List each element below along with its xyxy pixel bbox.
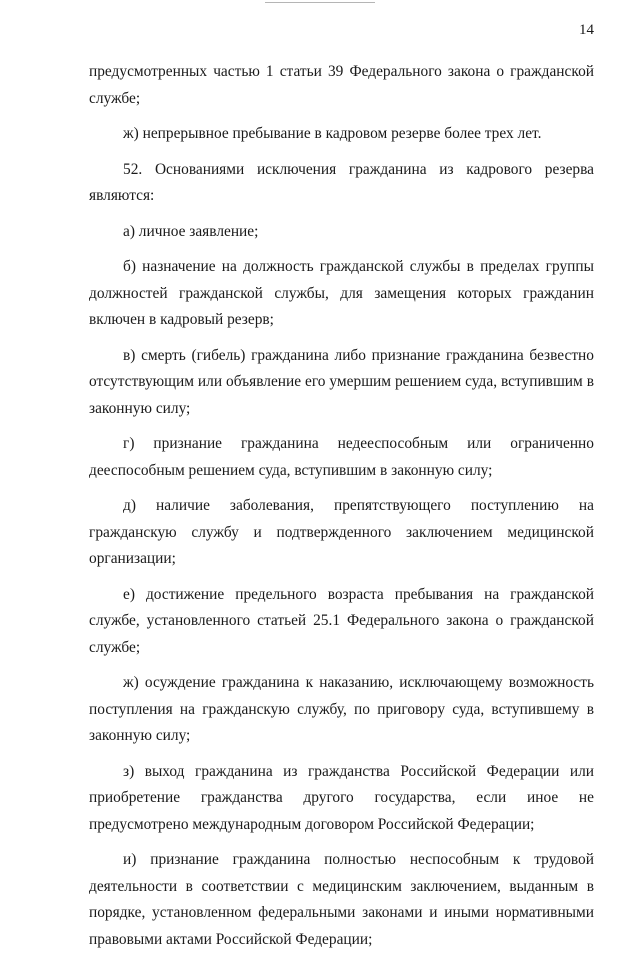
paragraph-item-zh-conviction: ж) осуждение гражданина к наказанию, исключающему возможность поступления на гражданскую службу, по приговору суда, вступившему в законную силу;	[89, 674, 594, 744]
paragraph-item-g: г) признание гражданина недееспособным или ограниченно дееспособным решением суда, вступившим в законную силу;	[89, 435, 594, 479]
top-border-rule	[265, 2, 375, 3]
document-body	[89, 59, 594, 962]
paragraph-item-b: б) назначение на должность гражданской службы в пределах группы должностей гражданской службы, для замещения которых гражданин включен в кадровый резерв;	[89, 258, 594, 328]
paragraph-item-v: в) смерть (гибель) гражданина либо признание гражданина безвестно отсутствующим или объявление его умершим решением суда, вступившим в законную силу;	[89, 346, 594, 417]
paragraph-item-i: и) признание гражданина полностью неспособным к трудовой деятельности в соответствии с медицинским заключением, выданным в порядке, установленном федеральными законами и иными нормативными правовыми актами Российской Федерации;	[89, 851, 594, 948]
paragraph-item-a: а) личное заявление;	[123, 222, 259, 240]
paragraph-item-z: з) выход гражданина из гражданства Российской Федерации или приобретение гражданства другого государства, если иное не предусмотрено международным договором Российской Федерации;	[89, 762, 594, 833]
paragraph-item-zh-term: ж) непрерывное пребывание в кадровом резерве более трех лет.	[123, 125, 542, 142]
paragraph-continuation: предусмотренных частью 1 статьи 39 Федерального закона о гражданской службе;	[89, 63, 594, 107]
paragraph-item-d: д) наличие заболевания, препятствующего поступлению на гражданскую службу и подтвержденного заключением медицинской организации;	[89, 497, 594, 567]
paragraph-section-52: 52. Основаниями исключения гражданина из кадрового резерва являются:	[89, 160, 594, 204]
page-number: 14	[579, 22, 594, 38]
paragraph-item-e: е) достижение предельного возраста пребывания на гражданской службе, установленного статьей 25.1 Федерального закона о гражданской службе;	[89, 585, 594, 656]
